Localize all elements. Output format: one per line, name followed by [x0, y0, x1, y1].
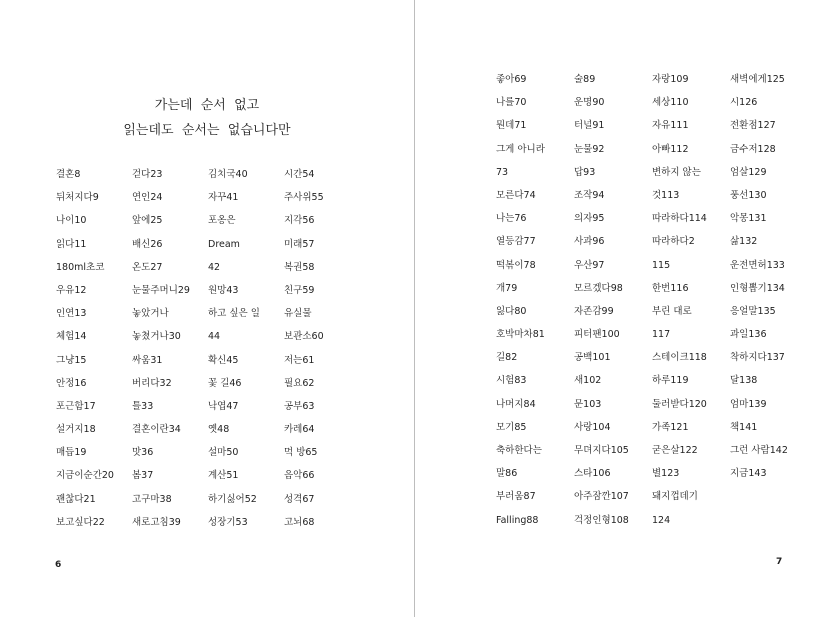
- contents-entry: 문103: [574, 398, 602, 410]
- contents-entry: 그냥15: [56, 354, 87, 366]
- contents-entry: 시험83: [496, 375, 527, 387]
- contents-entry: 버리다32: [132, 377, 172, 389]
- contents-entry: 축하한다는: [496, 445, 542, 456]
- contents-entry: 음악66: [284, 470, 315, 482]
- contents-entry: 꽃 길46: [208, 377, 242, 389]
- contents-entry: 나머지84: [496, 398, 536, 410]
- contents-entry: 전환점127: [730, 120, 776, 132]
- contents-entry: 하기싫어52: [208, 493, 257, 505]
- contents-entry: 좋아69: [496, 74, 527, 85]
- contents-entry: 180ml초코: [56, 261, 105, 273]
- contents-entry: 아빠112: [652, 143, 689, 155]
- contents-entry: 책141: [730, 421, 758, 433]
- contents-entry: 운전면허133: [730, 259, 785, 271]
- right-page: [416, 0, 838, 617]
- contents-entry: 사과96: [574, 236, 605, 248]
- contents-entry: 눈물92: [574, 143, 605, 155]
- contents-entry: 설거지18: [56, 424, 96, 436]
- contents-entry: 부린 대로: [652, 305, 692, 317]
- contents-entry: 스타106: [574, 468, 611, 480]
- contents-entry: 피터팬100: [574, 329, 620, 341]
- contents-entry: 가족121: [652, 421, 689, 433]
- contents-entry: 나는76: [496, 213, 527, 225]
- contents-entry: 공백101: [574, 352, 611, 364]
- contents-entry: 44: [208, 331, 221, 343]
- contents-entry: 열등감77: [496, 236, 536, 248]
- contents-entry: 고구마38: [132, 493, 172, 505]
- contents-entry: 유실물: [284, 308, 312, 320]
- contents-entry: 자꾸41: [208, 192, 239, 204]
- contents-entry: 필요62: [284, 377, 315, 389]
- contents-entry: 사랑104: [574, 421, 611, 433]
- contents-entry: 고뇌68: [284, 516, 315, 528]
- contents-entry: 엄마139: [730, 398, 767, 410]
- contents-entry: Falling88: [496, 514, 539, 526]
- contents-entry: 인형뽑기134: [730, 282, 785, 294]
- contents-entry: 말86: [496, 468, 518, 480]
- contents-entry: 확신45: [208, 354, 239, 366]
- contents-entry: 새102: [574, 375, 602, 387]
- contents-entry: 그게 아니라: [496, 143, 545, 155]
- contents-entry: 김치국40: [208, 169, 248, 180]
- contents-entry: 돼지껍데기: [652, 491, 698, 503]
- contents-entry: 포옹은: [208, 215, 236, 227]
- contents-entry: 공부63: [284, 400, 315, 412]
- contents-entry: 카레64: [284, 424, 315, 436]
- contents-entry: 새로고침39: [132, 516, 181, 528]
- contents-entry: 115: [652, 259, 671, 271]
- contents-entry: 지금143: [730, 468, 767, 480]
- contents-entry: 지각56: [284, 215, 315, 227]
- contents-entry: 착하지다137: [730, 352, 785, 364]
- contents-entry: 봄37: [132, 470, 154, 482]
- book-spine-divider: [414, 0, 415, 617]
- contents-entry: 시126: [730, 97, 758, 109]
- contents-entry: 술89: [574, 74, 596, 85]
- contents-entry: 주사위55: [284, 192, 324, 204]
- contents-entry: 모르겠다98: [574, 282, 623, 294]
- contents-entry: 운명90: [574, 97, 605, 109]
- contents-entry: 답93: [574, 166, 596, 178]
- contents-entry: 놓쳤거나30: [132, 331, 181, 343]
- contents-entry: 악몽131: [730, 213, 767, 225]
- contents-entry: 보고싶다22: [56, 516, 105, 528]
- contents-entry: 읽다11: [56, 238, 87, 250]
- contents-entry: 응얼말135: [730, 305, 776, 317]
- contents-entry: 배신26: [132, 238, 163, 250]
- contents-entry: 73: [496, 166, 509, 178]
- contents-entry: 맛36: [132, 447, 154, 459]
- contents-entry: 따라하다114: [652, 213, 707, 225]
- contents-entry: 옛48: [208, 424, 230, 436]
- contents-entry: 원망43: [208, 284, 239, 296]
- right-contents-list: [496, 68, 808, 532]
- contents-entry: 잃다80: [496, 305, 527, 317]
- contents-entry: 조작94: [574, 189, 605, 201]
- contents-entry: Dream: [208, 238, 240, 250]
- contents-entry: 걱정인형108: [574, 514, 629, 526]
- contents-entry: 엄살129: [730, 166, 767, 178]
- contents-entry: 하고 싶은 일: [208, 308, 260, 320]
- contents-entry: 한번116: [652, 282, 689, 294]
- contents-entry: 저는61: [284, 354, 315, 366]
- contents-entry: 무뎌지다105: [574, 445, 629, 456]
- contents-entry: 자유111: [652, 120, 689, 132]
- contents-entry: 시간54: [284, 169, 315, 180]
- contents-entry: 안정16: [56, 377, 87, 389]
- contents-entry: 삶132: [730, 236, 758, 248]
- contents-entry: 계산51: [208, 470, 239, 482]
- contents-entry: 부러움87: [496, 491, 536, 503]
- page-number-left: 6: [55, 560, 62, 570]
- contents-entry: 인연13: [56, 308, 87, 320]
- contents-entry: 모기85: [496, 421, 527, 433]
- contents-entry: 그런 사람142: [730, 445, 788, 456]
- contents-entry: 의자95: [574, 213, 605, 225]
- contents-entry: 온도27: [132, 261, 163, 273]
- contents-title-line-1: 가는데 순서 없고: [154, 98, 260, 113]
- contents-entry: 설마50: [208, 447, 239, 459]
- contents-entry: 결혼8: [56, 169, 81, 180]
- page-number-right: 7: [776, 557, 783, 567]
- contents-entry: 아주잠깐107: [574, 491, 629, 503]
- contents-entry: 117: [652, 329, 671, 341]
- contents-entry: 나를70: [496, 97, 527, 109]
- contents-entry: 틀33: [132, 400, 154, 412]
- contents-entry: 자존감99: [574, 305, 614, 317]
- contents-entry: 보관소60: [284, 331, 324, 343]
- contents-entry: 둘러받다120: [652, 398, 707, 410]
- contents-entry: 뭔데71: [496, 120, 527, 132]
- contents-entry: 결혼이란34: [132, 424, 181, 436]
- contents-entry: 124: [652, 514, 671, 526]
- contents-entry: 싸움31: [132, 354, 163, 366]
- contents-entry: 과일136: [730, 329, 767, 341]
- contents-entry: 지금이순간20: [56, 470, 114, 482]
- contents-entry: 매듭19: [56, 447, 87, 459]
- contents-entry: 호박마차81: [496, 329, 545, 341]
- contents-entry: 금수저128: [730, 143, 776, 155]
- contents-entry: 포근함17: [56, 400, 96, 412]
- contents-entry: 스테이크118: [652, 352, 707, 364]
- contents-entry: 새벽에게125: [730, 74, 785, 85]
- contents-entry: 것113: [652, 189, 680, 201]
- contents-entry: 자랑109: [652, 74, 689, 85]
- contents-entry: 낙엽47: [208, 400, 239, 412]
- contents-entry: 미래57: [284, 238, 315, 250]
- contents-entry: 복권58: [284, 261, 315, 273]
- contents-entry: 별123: [652, 468, 680, 480]
- contents-entry: 우유12: [56, 284, 87, 296]
- left-contents-list: [56, 163, 360, 534]
- contents-entry: 터널91: [574, 120, 605, 132]
- contents-entry: 따라하다2: [652, 236, 695, 248]
- contents-entry: 풍선130: [730, 189, 767, 201]
- contents-entry: 떡볶이78: [496, 259, 536, 271]
- contents-title-line-2: 읽는데도 순서는 없습니다만: [123, 123, 291, 138]
- contents-entry: 성장기53: [208, 516, 248, 528]
- contents-entry: 세상110: [652, 97, 689, 109]
- contents-entry: 하루119: [652, 375, 689, 387]
- contents-entry: 개79: [496, 282, 518, 294]
- contents-entry: 연인24: [132, 192, 163, 204]
- contents-entry: 놓았거나: [132, 308, 169, 320]
- left-page: [0, 0, 414, 617]
- contents-entry: 성격67: [284, 493, 315, 505]
- contents-entry: 걷다23: [132, 169, 163, 180]
- contents-entry: 모른다74: [496, 189, 536, 201]
- contents-entry: 변하지 않는: [652, 166, 701, 178]
- contents-entry: 뒤처지다9: [56, 192, 99, 204]
- contents-entry: 달138: [730, 375, 758, 387]
- contents-entry: 먹 방65: [284, 447, 318, 459]
- contents-entry: 체험14: [56, 331, 87, 343]
- contents-entry: 친구59: [284, 284, 315, 296]
- contents-entry: 나이10: [56, 215, 87, 227]
- contents-entry: 길82: [496, 352, 518, 364]
- contents-entry: 괜찮다21: [56, 493, 96, 505]
- contents-entry: 우산97: [574, 259, 605, 271]
- contents-entry: 굳은살122: [652, 445, 698, 456]
- contents-entry: 42: [208, 261, 221, 273]
- contents-entry: 앞에25: [132, 215, 163, 227]
- contents-entry: 눈물주머니29: [132, 284, 190, 296]
